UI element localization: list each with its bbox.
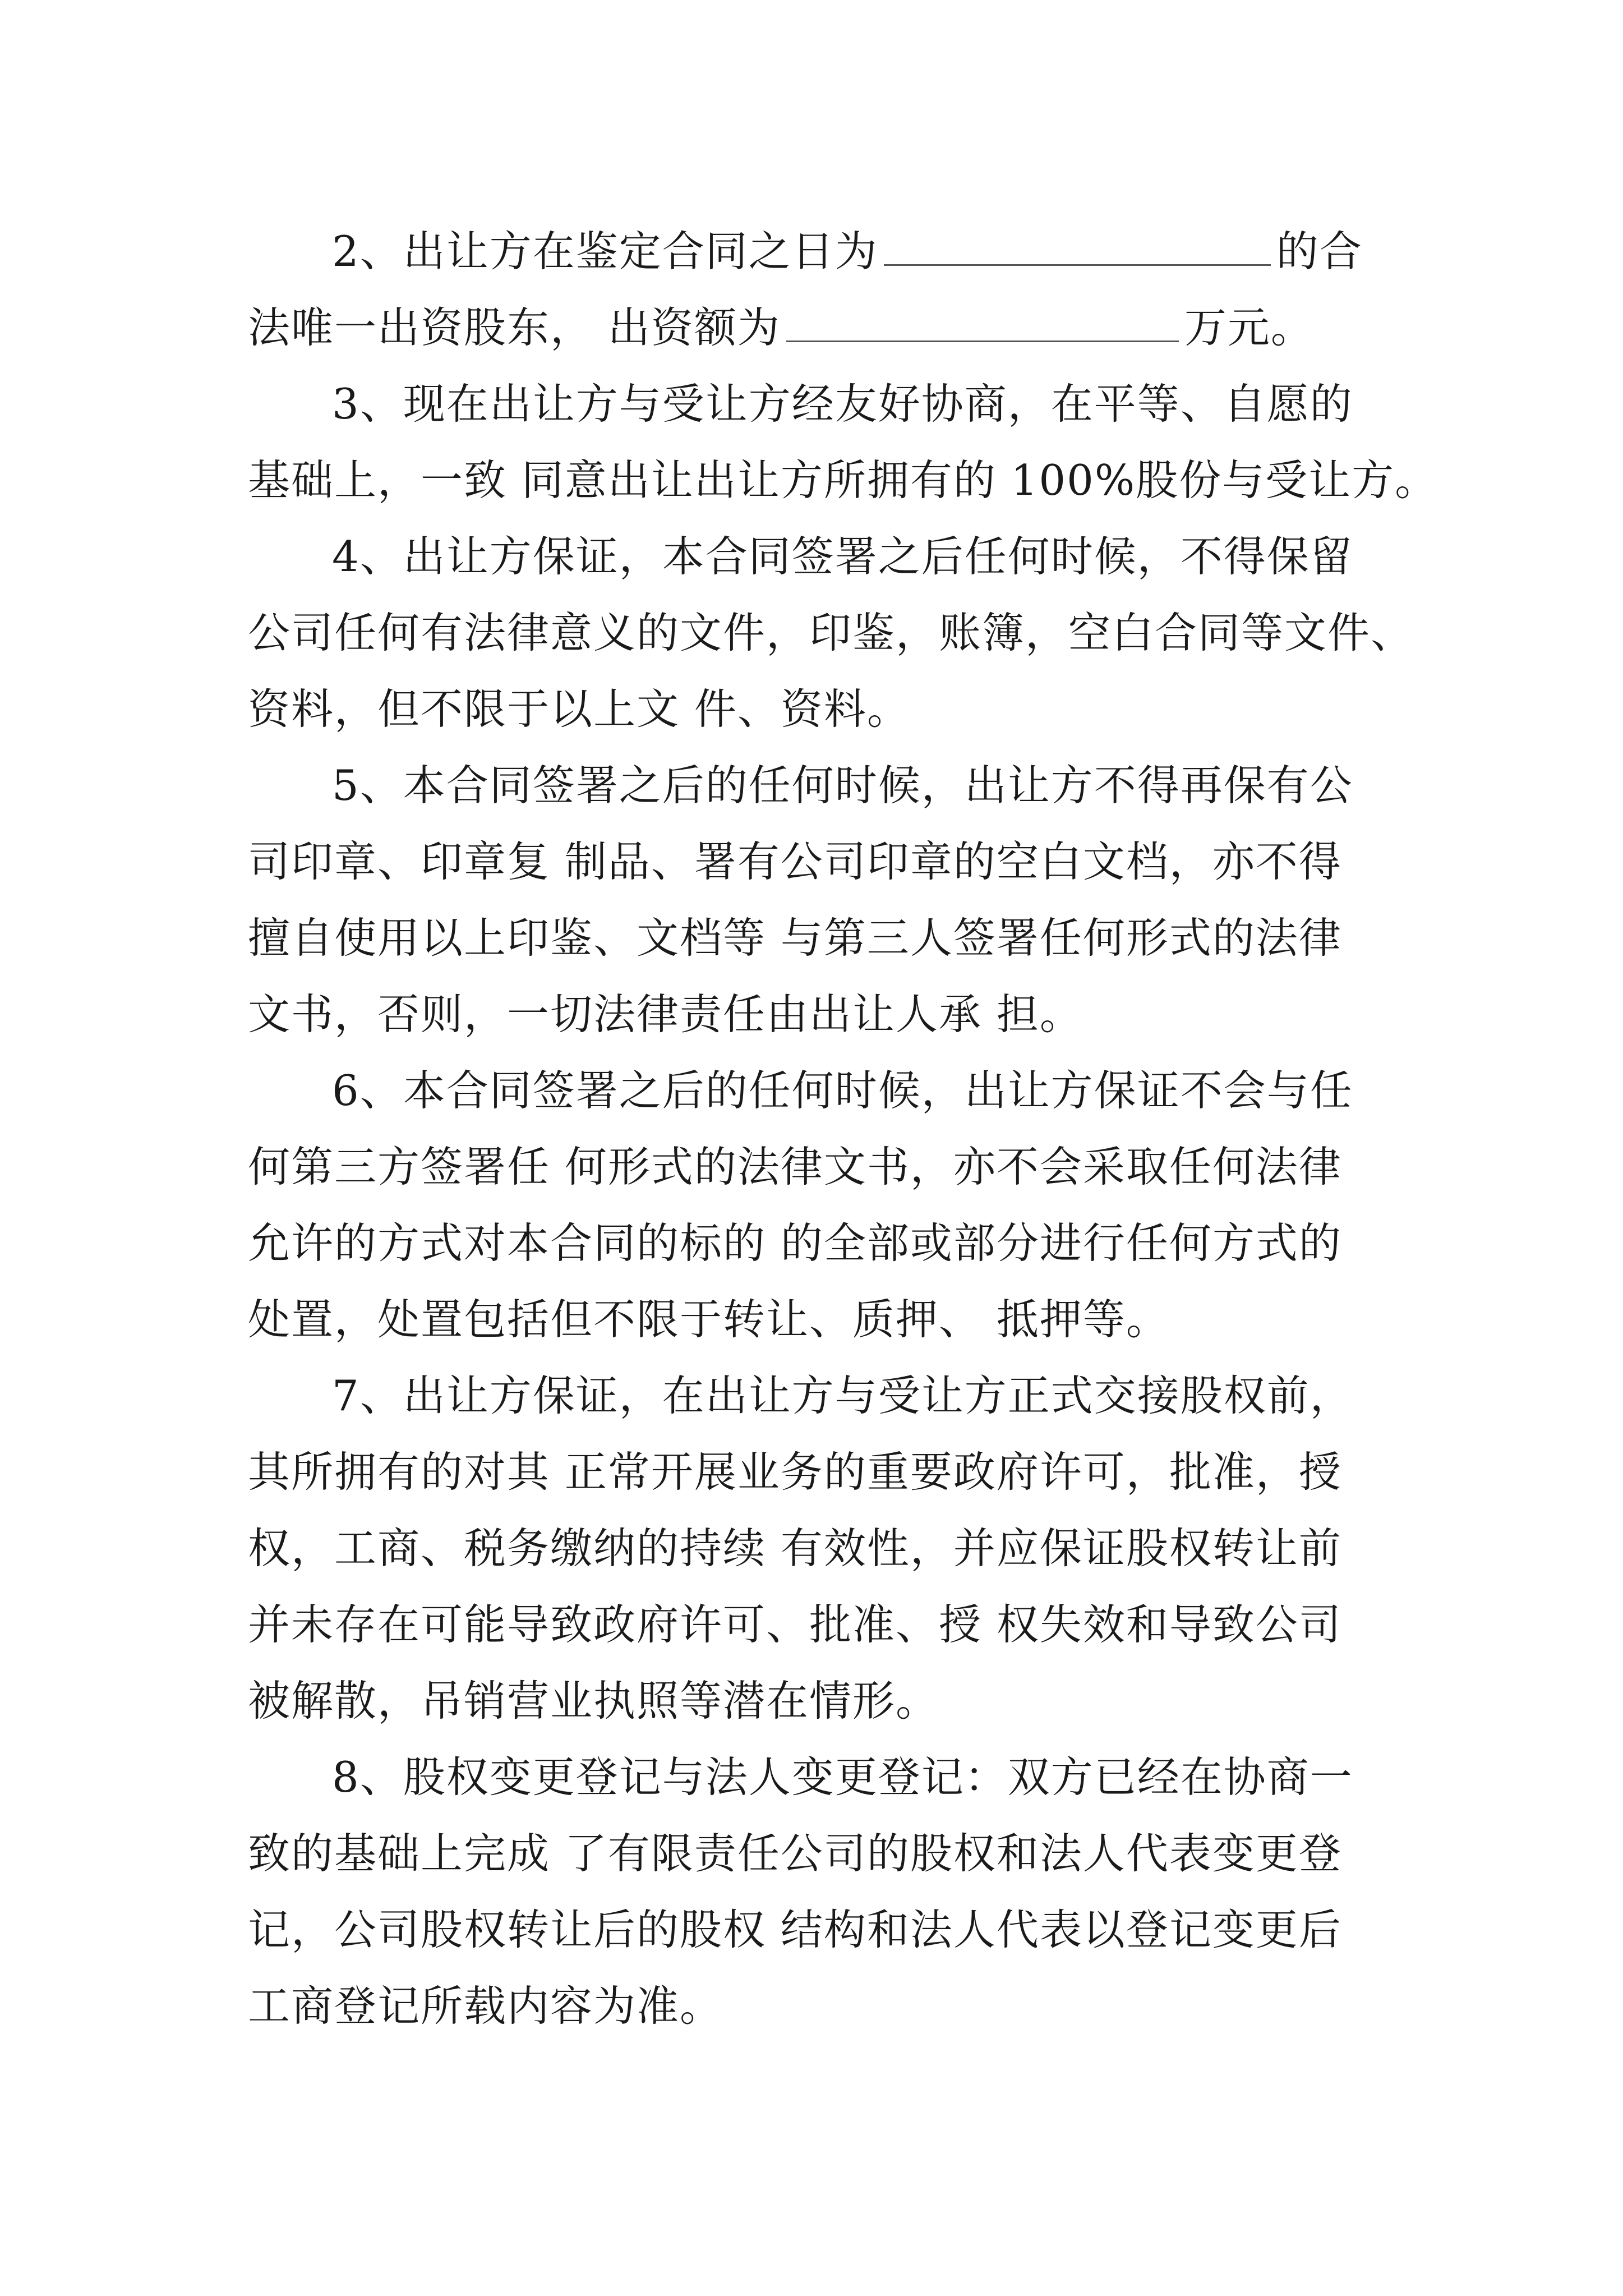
clause-8-line-2: 致的基础上完成 了有限责任公司的股权和法人代表变更登 bbox=[248, 1829, 1342, 1878]
clause-text: 万元。 bbox=[1184, 303, 1314, 352]
clause-text: 法唯一出资股东， 出资额为 bbox=[248, 303, 781, 352]
document-body bbox=[248, 213, 1438, 2044]
clause-5-line-2: 司印章、印章复 制品、署有公司印章的空白文档，亦不得 bbox=[248, 837, 1342, 886]
clause-3-line-1: 3、现在出让方与受让方经友好协商，在平等、自愿的 bbox=[332, 379, 1353, 429]
clause-5-line-3: 擅自使用以上印鉴、文档等 与第三人签署任何形式的法律 bbox=[248, 913, 1342, 963]
clause-7-line-4: 并未存在可能导致政府许可、批准、授 权失效和导致公司 bbox=[248, 1600, 1342, 1649]
clause-6-line-1: 6、本合同签署之后的任何时候，出让方保证不会与任 bbox=[332, 1066, 1353, 1115]
clause-8-line-3: 记，公司股权转让后的股权 结构和法人代表以登记变更后 bbox=[248, 1905, 1342, 1954]
clause-7-line-1: 7、出让方保证，在出让方与受让方正式交接股权前， bbox=[332, 1371, 1353, 1420]
clause-7-line-3: 权，工商、税务缴纳的持续 有效性，并应保证股权转让前 bbox=[248, 1524, 1342, 1573]
date-blank-field[interactable] bbox=[884, 225, 1271, 266]
clause-5-line-1: 5、本合同签署之后的任何时候，出让方不得再保有公 bbox=[332, 761, 1353, 810]
clause-6-line-4: 处置，处置包括但不限于转让、质押、 抵押等。 bbox=[248, 1295, 1169, 1344]
amount-blank-field[interactable] bbox=[786, 301, 1179, 342]
clause-text: 2、出让方在鉴定合同之日为 bbox=[332, 227, 878, 276]
clause-7-line-2: 其所拥有的对其 正常开展业务的重要政府许可，批准，授 bbox=[248, 1447, 1342, 1497]
clause-4-line-1: 4、出让方保证，本合同签署之后任何时候，不得保留 bbox=[332, 532, 1353, 581]
clause-4-line-3: 资料，但不限于以上文 件、资料。 bbox=[248, 684, 910, 734]
clause-7-line-5: 被解散，吊销营业执照等潜在情形。 bbox=[248, 1676, 939, 1726]
clause-5-line-4: 文书，否则，一切法律责任由出让人承 担。 bbox=[248, 990, 1083, 1039]
clause-2-line-2 bbox=[248, 289, 1375, 366]
clause-6-line-2: 何第三方签署任 何形式的法律文书，亦不会采取任何法律 bbox=[248, 1142, 1342, 1191]
clause-4-line-2: 公司任何有法律意义的文件，印鉴，账簿，空白合同等文件、 bbox=[248, 608, 1414, 657]
clause-6-line-3: 允许的方式对本合同的标的 的全部或部分进行任何方式的 bbox=[248, 1218, 1342, 1268]
clause-text: 的合 bbox=[1276, 227, 1363, 276]
clause-8-line-4: 工商登记所载内容为准。 bbox=[248, 1981, 723, 2031]
clause-2-line-1 bbox=[248, 213, 1375, 289]
clause-3-line-2: 基础上，一致 同意出让出让方所拥有的 100%股份与受让方。 bbox=[248, 455, 1438, 505]
clause-8-line-1: 8、股权变更登记与法人变更登记：双方已经在协商一 bbox=[332, 1752, 1353, 1802]
